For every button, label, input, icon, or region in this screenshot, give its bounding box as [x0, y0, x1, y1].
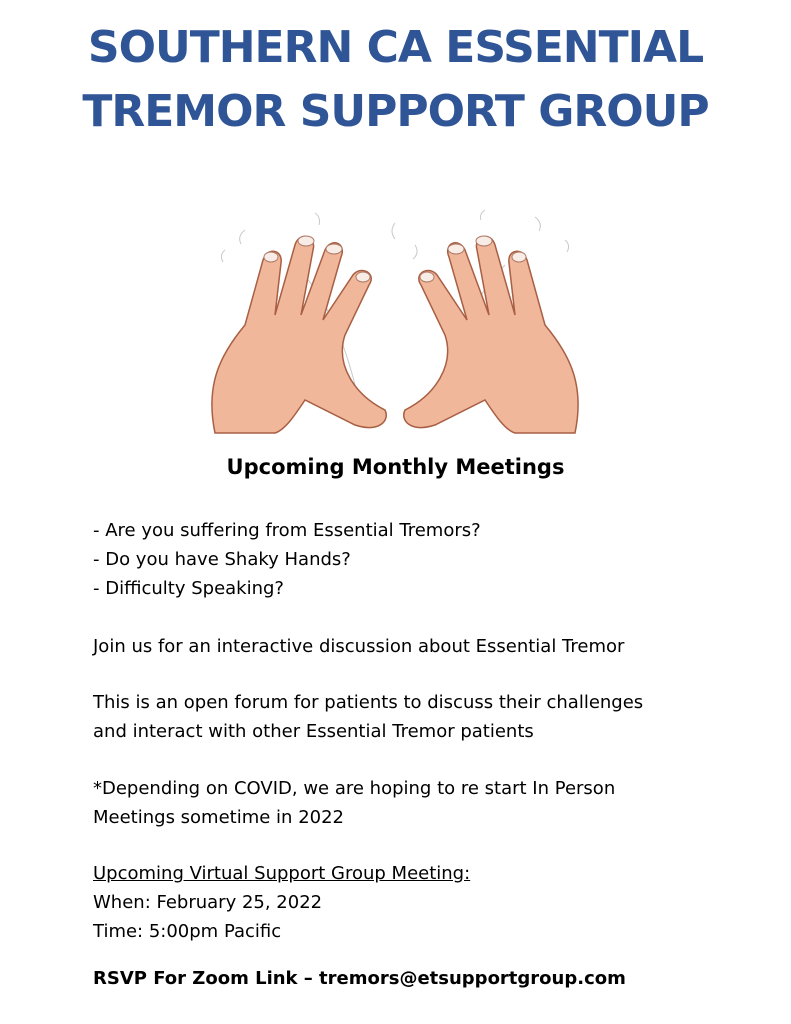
- page-title-line-2: TREMOR SUPPORT GROUP: [82, 86, 709, 137]
- shaking-hands-illustration: [185, 205, 605, 437]
- list-item: - Difficulty Speaking?: [93, 578, 284, 599]
- list-item: - Do you have Shaky Hands?: [93, 549, 351, 570]
- covid-paragraph: [93, 774, 733, 832]
- forum-line-2: and interact with other Essential Tremor patients: [93, 721, 534, 742]
- join-paragraph: Join us for an interactive discussion about Essential Tremor: [93, 636, 625, 657]
- section-heading: Upcoming Monthly Meetings: [226, 455, 565, 479]
- forum-paragraph: [93, 688, 733, 746]
- covid-line-1: *Depending on COVID, we are hoping to re start In Person: [93, 778, 616, 799]
- page-title-line-1: SOUTHERN CA ESSENTIAL: [87, 22, 704, 73]
- question-list: [93, 516, 733, 603]
- list-item: - Are you suffering from Essential Tremors?: [93, 520, 481, 541]
- forum-line-1: This is an open forum for patients to discuss their challenges: [93, 692, 644, 713]
- meeting-time: Time: 5:00pm Pacific: [93, 921, 282, 942]
- covid-line-2: Meetings sometime in 2022: [93, 807, 344, 828]
- rsvp-line: RSVP For Zoom Link – tremors@etsupportgroup.com: [93, 968, 626, 989]
- meeting-date: When: February 25, 2022: [93, 892, 323, 913]
- meeting-details: [93, 859, 733, 946]
- meeting-heading: Upcoming Virtual Support Group Meeting:: [93, 863, 471, 884]
